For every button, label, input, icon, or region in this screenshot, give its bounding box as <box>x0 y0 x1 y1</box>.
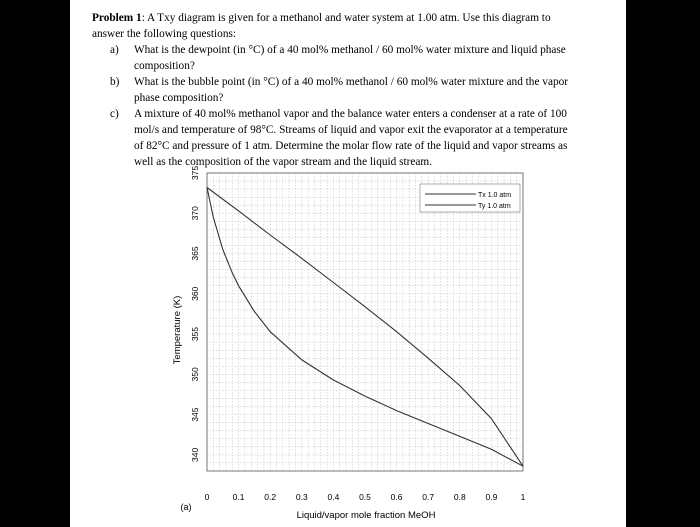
x-tick-label: 0.7 <box>422 492 435 502</box>
y-tick-label: 365 <box>190 246 200 261</box>
question-b-line-1: What is the bubble point (in °C) of a 40 mol% methanol / 60 mol% water mixture and the vapor <box>134 76 569 88</box>
x-tick-label: 0.8 <box>453 492 466 502</box>
x-axis-label: Liquid/vapor mole fraction MeOH <box>296 510 436 521</box>
problem-intro-line-1: Problem 1: A Txy diagram is given for a methanol and water system at 1.00 atm. Use this diagram to <box>92 12 551 24</box>
panel-label: (a) <box>180 502 192 512</box>
axis-ticks <box>190 166 526 502</box>
question-a-marker: a) <box>110 44 119 56</box>
y-tick-label: 345 <box>190 407 200 422</box>
question-c-line-4: well as the composition of the vapor stream and the liquid stream. <box>134 156 433 168</box>
x-tick-label: 0.2 <box>264 492 277 502</box>
question-c-line-1: A mixture of 40 mol% methanol vapor and the balance water enters a condenser at a rate of 100 <box>134 108 567 120</box>
y-tick-label: 360 <box>190 286 200 301</box>
question-a-line-2: composition? <box>134 60 195 72</box>
x-tick-label: 0.4 <box>327 492 340 502</box>
question-b-line-2: phase composition? <box>134 92 224 104</box>
problem-intro-line-2: answer the following questions: <box>92 28 237 40</box>
question-b-marker: b) <box>110 76 120 88</box>
problem-label: Problem 1 <box>92 12 142 24</box>
x-tick-label: 0 <box>204 492 210 502</box>
legend-label-ty: Ty 1.0 atm <box>478 203 511 210</box>
y-tick-label: 350 <box>190 367 200 382</box>
x-tick-label: 0.6 <box>390 492 403 502</box>
x-tick-label: 0.9 <box>485 492 498 502</box>
x-tick-label: 0.3 <box>295 492 308 502</box>
x-tick-label: 0.5 <box>359 492 371 502</box>
x-tick-label: 1 <box>520 492 526 502</box>
y-axis-label: Temperature (K) <box>172 295 183 365</box>
y-tick-label: 375 <box>190 165 200 181</box>
x-tick-label: 0.1 <box>232 492 245 502</box>
legend-label-tx: Tx 1.0 atm <box>478 192 512 199</box>
question-c-line-2: mol/s and temperature of 98°C. Streams of liquid and vapor exit the evaporator at a temperature <box>134 124 568 136</box>
question-c-marker: c) <box>110 108 119 120</box>
chart-grid <box>207 173 523 471</box>
y-tick-label: 370 <box>190 206 200 221</box>
chart-legend <box>420 184 520 212</box>
question-a-line-1: What is the dewpoint (in °C) of a 40 mol% methanol / 60 mol% water mixture and liquid phase <box>134 44 566 56</box>
question-c-line-3: of 82°C and pressure of 1 atm. Determine the molar flow rate of the liquid and vapor streams as <box>134 140 568 152</box>
y-tick-label: 340 <box>190 447 200 462</box>
y-tick-label: 355 <box>190 326 200 342</box>
